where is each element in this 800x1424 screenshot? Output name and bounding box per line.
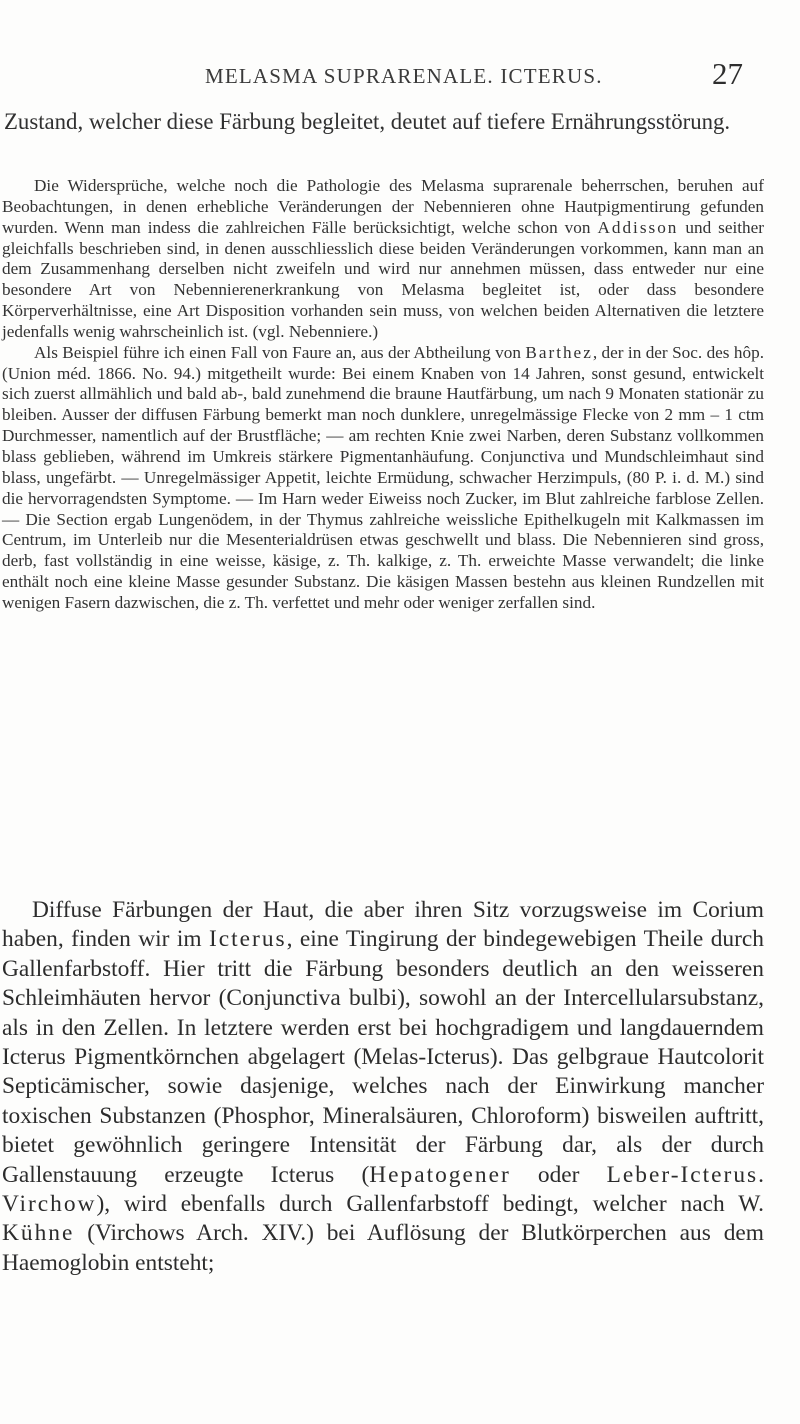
paragraph-contradictions	[2, 176, 764, 343]
author-name: Virchow	[2, 1191, 97, 1218]
text-run: Die Widersprüche, welche noch die Pathologie des Melasma suprarenale beherrschen, beruhen auf Beobachtungen, in denen erhebliche Veränderungen der Nebennieren ohne Hautpigmentirung gefunden wurden. Wenn man indess die zahlreichen Fälle berücksichtigt, welche schon von	[2, 176, 764, 237]
page-number: 27	[712, 56, 743, 91]
main-text-block	[2, 896, 764, 1278]
text-run: oder	[510, 1161, 607, 1188]
term-hepatogener: Hepatogener	[369, 1161, 511, 1188]
text-run: , der in der Soc. des hôp. (Union méd. 1866. No. 94.) mitgetheilt wurde: Bei einem Knaben von 14 Jahren, sonst gesund, entwickelt sich zuerst allmählich und bald ab-, bald zunehmend die braune Hautfärbung, um nach 9 Monaten stationär zu bleiben. Ausser der diffusen Färbung bemerkt man noch dunklere, unregelmässige Flecke von 2 mm – 1 ctm Durchmesser, namentlich auf der Brustfläche; — am rechten Knie zwei Narben, deren Substanz vollkommen blass geblieben, während im Umkreis stärkere Pigmentanhäufung. Conjunctiva und Mundschleimhaut sind blass, ungefärbt. — Unregelmässiger Appetit, leichte Ermüdung, schwacher Herzimpuls, (80 P. i. d. M.) sind die hervorragendsten Symptome. — Im Harn weder Eiweiss noch Zucker, im Blut zahlreiche farblose Zellen. — Die Section ergab Lungenödem, in der Thymus zahlreiche weissliche Epithelkugeln mit Kalkmassen im Centrum, im Unterleib nur die Mesenterialdrüsen etwas geschwellt und blass. Die Nebennieren sind gross, derb, fast vollständig in eine weisse, käsige, z. Th. kalkige, z. Th. erweichte Masse verwandelt; die linke enthält noch eine kleine Masse gesunder Substanz. Die käsigen Massen bestehn aus kleinen Rundzellen mit wenigen Fasern dazwischen, die z. Th. verfettet und mehr oder weniger zerfallen sind.	[2, 342, 764, 612]
author-name: Barthez	[525, 342, 593, 362]
text-run: und seither gleichfalls beschrieben sind, in denen ausschliesslich diese beiden Veränderungen vorkommen, kann man an dem Zusammenhang derselben nicht zweifeln und wird nur annehmen müssen, dass entweder nur eine besondere Art von Nebennierenerkrankung von Melasma begleitet ist, oder dass besondere Körperverhältnisse, eine Art Disposition vorhanden sein muss, von welchen beiden Alternativen die letztere jedenfalls wenig wahrscheinlich ist. (vgl. Nebenniere.)	[2, 217, 764, 341]
text-run: ), wird ebenfalls durch Gallenfarbstoff bedingt, welcher nach W.	[96, 1191, 764, 1218]
running-header	[0, 56, 800, 96]
lead-paragraph: Zustand, welcher diese Färbung begleitet, deutet auf tiefere Ernährungsstörung.	[4, 109, 731, 134]
author-name: Addisson	[597, 217, 679, 237]
text-run: .	[758, 1161, 764, 1188]
term-leber-icterus: Leber-Icterus	[606, 1161, 759, 1188]
text-run: Als Beispiel führe ich einen Fall von Faure an, aus der Abtheilung von	[34, 342, 526, 362]
term-icterus: Icterus	[209, 926, 287, 953]
running-title: MELASMA SUPRARENALE. ICTERUS.	[205, 64, 603, 88]
paragraph-case-example	[2, 343, 764, 614]
author-name: Kühne	[2, 1220, 75, 1247]
text-run: , eine Tingirung der bindegewebigen Theile durch Gallenfarbstoff. Hier tritt die Färbung besonders deutlich an den weisseren Schleimhäuten hervor (Conjunctiva bulbi), sowohl an der Intercellularsubstanz, als in den Zellen. In letztere werden erst bei hochgradigem und langdauerndem Icterus Pigmentkörnchen abgelagert (Melas-Icterus). Das gelbgraue Hautcolorit Septicämischer, sowie dasjenige, welches nach der Einwirkung mancher toxischen Substanzen (Phosphor, Mineralsäuren, Chloroform) bisweilen auftritt, bietet gewöhnlich geringere Intensität der Färbung dar, als der durch Gallenstauung erzeugte Icterus (	[2, 926, 764, 1188]
small-print-block	[2, 176, 764, 614]
paragraph-icterus	[2, 896, 764, 1278]
text-run: Diffuse Färbungen der Haut, die aber ihren Sitz vorzugsweise im Corium haben, finden wir im	[2, 897, 764, 953]
text-run: (Virchows Arch. XIV.) bei Auflösung der Blutkörperchen aus dem Haemoglobin entsteht;	[2, 1220, 764, 1276]
